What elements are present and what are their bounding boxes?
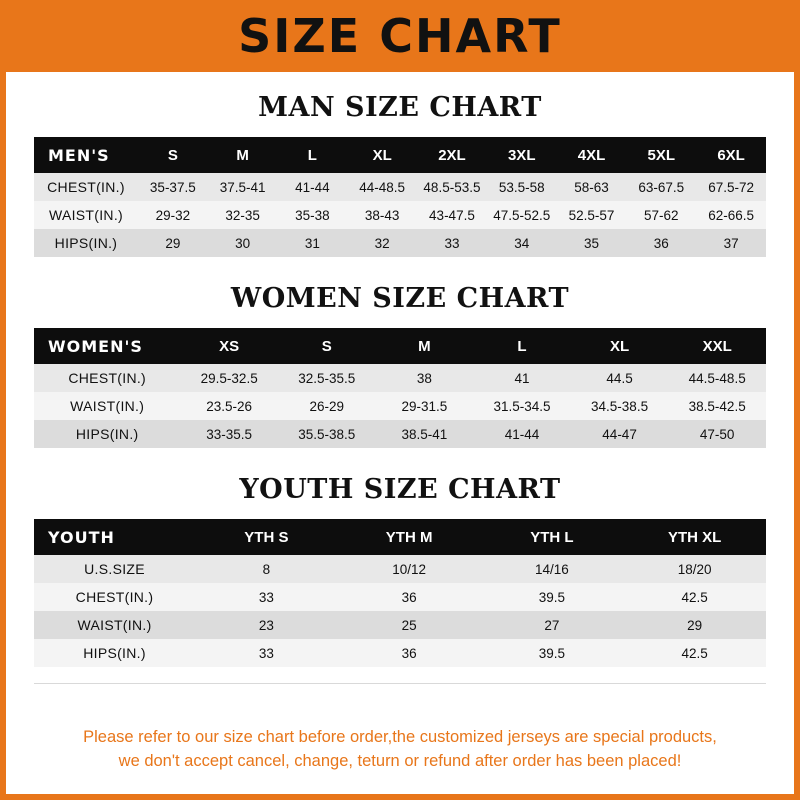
- men-header-label: MEN'S: [34, 137, 138, 173]
- footer-note-line-2: we don't accept cancel, change, teturn or refund after order has been placed!: [118, 752, 682, 771]
- cell: 10/12: [338, 555, 481, 583]
- cell: 29-31.5: [376, 392, 474, 420]
- cell: 47-50: [668, 420, 766, 448]
- row-label: HIPS(IN.): [34, 639, 195, 667]
- cell: 23.5-26: [180, 392, 278, 420]
- column-header: 4XL: [557, 137, 627, 173]
- cell: 43-47.5: [417, 201, 487, 229]
- cell: 37: [696, 229, 766, 257]
- footer-divider: [34, 683, 766, 684]
- cell: 29: [623, 611, 766, 639]
- table-row: [34, 639, 766, 667]
- youth-header-label: YOUTH: [34, 519, 195, 555]
- column-header: XXL: [668, 328, 766, 364]
- cell: 63-67.5: [626, 173, 696, 201]
- column-header: YTH XL: [623, 519, 766, 555]
- table-row: [34, 201, 766, 229]
- cell: 31: [278, 229, 348, 257]
- cell: 35: [557, 229, 627, 257]
- column-header: 3XL: [487, 137, 557, 173]
- cell: 47.5-52.5: [487, 201, 557, 229]
- cell: 38: [376, 364, 474, 392]
- table-header-row: [34, 519, 766, 555]
- cell: 32: [347, 229, 417, 257]
- column-header: S: [278, 328, 376, 364]
- row-label: HIPS(IN.): [34, 420, 180, 448]
- cell: 39.5: [481, 639, 624, 667]
- column-header: 2XL: [417, 137, 487, 173]
- cell: 36: [338, 583, 481, 611]
- cell: 26-29: [278, 392, 376, 420]
- cell: 44.5-48.5: [668, 364, 766, 392]
- row-label: CHEST(IN.): [34, 173, 138, 201]
- table-row: [34, 364, 766, 392]
- cell: 32.5-35.5: [278, 364, 376, 392]
- cell: 67.5-72: [696, 173, 766, 201]
- cell: 44.5: [571, 364, 669, 392]
- column-header: M: [208, 137, 278, 173]
- men-section-title: MAN SIZE CHART: [258, 92, 542, 123]
- cell: 36: [626, 229, 696, 257]
- cell: 42.5: [623, 583, 766, 611]
- women-size-table: [34, 328, 766, 448]
- cell: 8: [195, 555, 338, 583]
- cell: 41-44: [473, 420, 571, 448]
- cell: 27: [481, 611, 624, 639]
- row-label: WAIST(IN.): [34, 201, 138, 229]
- footer-note: [12, 716, 788, 788]
- cell: 44-47: [571, 420, 669, 448]
- cell: 35-38: [278, 201, 348, 229]
- row-label: WAIST(IN.): [34, 611, 195, 639]
- column-header: XS: [180, 328, 278, 364]
- youth-size-table: [34, 519, 766, 667]
- table-row: [34, 392, 766, 420]
- cell: 25: [338, 611, 481, 639]
- cell: 62-66.5: [696, 201, 766, 229]
- column-header: L: [278, 137, 348, 173]
- youth-section: [6, 474, 794, 667]
- cell: 38.5-41: [376, 420, 474, 448]
- men-size-table: [34, 137, 766, 257]
- cell: 36: [338, 639, 481, 667]
- cell: 34.5-38.5: [571, 392, 669, 420]
- cell: 58-63: [557, 173, 627, 201]
- header-banner: [0, 0, 800, 72]
- column-header: XL: [571, 328, 669, 364]
- women-header-label: WOMEN'S: [34, 328, 180, 364]
- cell: 38.5-42.5: [668, 392, 766, 420]
- cell: 41-44: [278, 173, 348, 201]
- row-label: U.S.SIZE: [34, 555, 195, 583]
- cell: 35-37.5: [138, 173, 208, 201]
- row-label: CHEST(IN.): [34, 583, 195, 611]
- row-label: HIPS(IN.): [34, 229, 138, 257]
- women-section: [6, 283, 794, 448]
- cell: 29-32: [138, 201, 208, 229]
- page-title: SIZE CHART: [238, 9, 562, 63]
- cell: 38-43: [347, 201, 417, 229]
- youth-section-title: YOUTH SIZE CHART: [239, 474, 561, 505]
- table-row: [34, 583, 766, 611]
- table-row: [34, 420, 766, 448]
- column-header: L: [473, 328, 571, 364]
- table-header-row: [34, 328, 766, 364]
- footer-note-line-1: Please refer to our size chart before order,the customized jerseys are special products,: [83, 728, 717, 747]
- row-label: CHEST(IN.): [34, 364, 180, 392]
- cell: 30: [208, 229, 278, 257]
- cell: 53.5-58: [487, 173, 557, 201]
- cell: 14/16: [481, 555, 624, 583]
- column-header: M: [376, 328, 474, 364]
- cell: 34: [487, 229, 557, 257]
- table-header-row: [34, 137, 766, 173]
- column-header: YTH M: [338, 519, 481, 555]
- cell: 41: [473, 364, 571, 392]
- column-header: YTH S: [195, 519, 338, 555]
- cell: 42.5: [623, 639, 766, 667]
- column-header: 5XL: [626, 137, 696, 173]
- cell: 57-62: [626, 201, 696, 229]
- column-header: YTH L: [481, 519, 624, 555]
- cell: 44-48.5: [347, 173, 417, 201]
- cell: 33-35.5: [180, 420, 278, 448]
- table-row: [34, 611, 766, 639]
- women-section-title: WOMEN SIZE CHART: [230, 283, 570, 314]
- table-row: [34, 229, 766, 257]
- cell: 52.5-57: [557, 201, 627, 229]
- men-section: [6, 92, 794, 257]
- cell: 39.5: [481, 583, 624, 611]
- table-row: [34, 555, 766, 583]
- cell: 32-35: [208, 201, 278, 229]
- cell: 23: [195, 611, 338, 639]
- cell: 33: [195, 639, 338, 667]
- table-row: [34, 173, 766, 201]
- cell: 35.5-38.5: [278, 420, 376, 448]
- cell: 29.5-32.5: [180, 364, 278, 392]
- column-header: XL: [347, 137, 417, 173]
- cell: 33: [417, 229, 487, 257]
- cell: 48.5-53.5: [417, 173, 487, 201]
- cell: 29: [138, 229, 208, 257]
- cell: 37.5-41: [208, 173, 278, 201]
- cell: 18/20: [623, 555, 766, 583]
- cell: 31.5-34.5: [473, 392, 571, 420]
- column-header: 6XL: [696, 137, 766, 173]
- column-header: S: [138, 137, 208, 173]
- cell: 33: [195, 583, 338, 611]
- row-label: WAIST(IN.): [34, 392, 180, 420]
